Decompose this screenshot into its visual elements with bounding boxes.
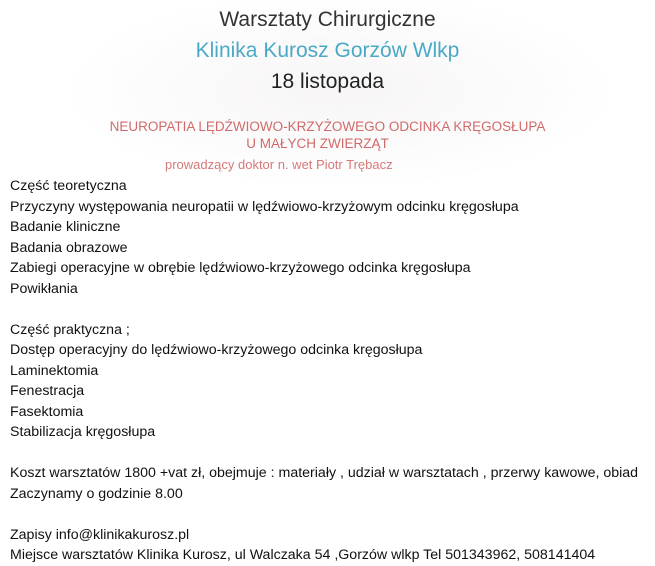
theory-heading: Część teoretyczna	[10, 178, 127, 194]
practice-item: Fenestracja	[10, 383, 85, 399]
practice-item: Laminektomia	[10, 362, 99, 379]
theory-item: Badanie kliniczne	[10, 219, 121, 235]
clinic-name: Klinika Kurosz Gorzów Wlkp	[195, 39, 460, 62]
cost-info: Koszt warsztatów 1800 +vat zł, obejmuje : materiały , udział w warsztatach , przerwy kawowe, obiad	[10, 465, 639, 481]
workshop-date: 18 listopada	[270, 70, 385, 93]
start-time: Zaczynamy o godzinie 8.00	[10, 485, 183, 502]
theory-item: Przyczyny występowania neuropatii w lędźwiowo-krzyżowym odcinku kręgosłupa	[10, 198, 519, 215]
spacer	[10, 504, 650, 525]
signup-info: Zapisy info@klinikakurosz.pl	[10, 526, 190, 543]
practice-item: Fasektomia	[10, 403, 84, 420]
theory-item: Badania obrazowe	[10, 239, 128, 256]
practice-item: Dostęp operacyjny do lędźwiowo-krzyżowego odcinka kręgosłupa	[10, 342, 423, 358]
practice-heading: Część praktyczna ;	[10, 321, 130, 338]
location-info: Miejsce warsztatów Klinika Kurosz, ul Walczaka 54 ,Gorzów wlkp Tel 501343962, 508141404	[10, 547, 596, 563]
workshop-leader: prowadzący doktor n. wet Piotr Trębacz	[165, 157, 393, 172]
spacer	[10, 443, 650, 464]
topic-title-line-2: U MAŁYCH ZWIERZĄT	[246, 136, 389, 151]
theory-item: Zabiegi operacyjne w obrębie lędźwiowo-krzyżowego odcinka kręgosłupa	[10, 260, 471, 276]
theory-item: Powikłania	[10, 280, 78, 297]
topic-title-line-1: NEUROPATIA LĘDŹWIOWO-KRZYŻOWEGO ODCINKA KRĘGOSŁUPA	[109, 119, 546, 134]
workshop-title: Warsztaty Chirurgiczne	[219, 8, 436, 31]
spacer	[10, 299, 650, 320]
practice-item: Stabilizacja kręgosłupa	[10, 424, 156, 440]
program-body	[10, 176, 650, 566]
